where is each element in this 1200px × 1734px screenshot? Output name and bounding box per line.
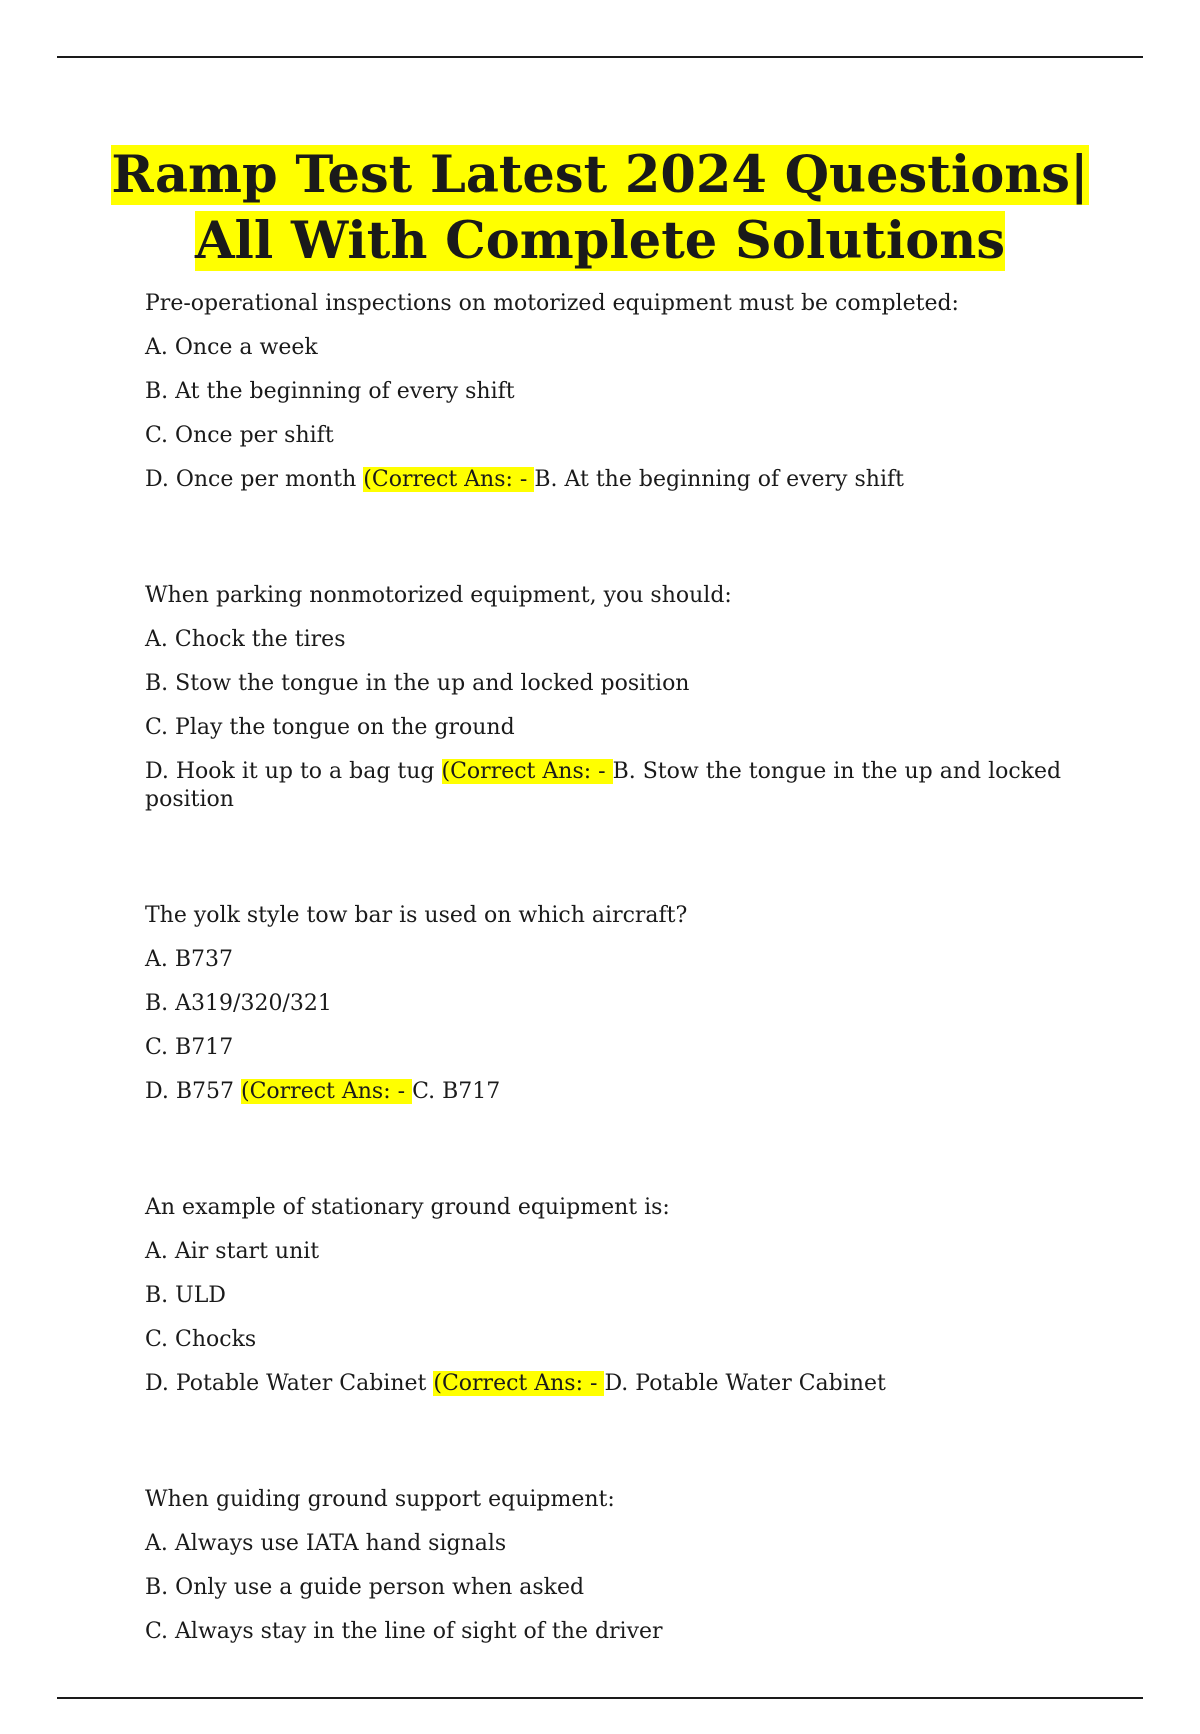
option-b: B. Only use a guide person when asked (145, 1575, 585, 1600)
question-prompt: When guiding ground support equipment: (145, 1487, 615, 1512)
correct-answer-text: C. B717 (412, 1079, 501, 1104)
correct-answer-text: B. Stow the tongue in the up and locked position (145, 759, 1062, 812)
correct-answer-label: (Correct Ans: - (241, 1079, 413, 1104)
title-line-2: All With Complete Solutions (194, 211, 1006, 271)
option-a: A. Air start unit (145, 1239, 320, 1264)
option-a: A. Chock the tires (145, 627, 346, 652)
question-block (145, 902, 1075, 1106)
option-a: A. Once a week (145, 335, 318, 360)
option-b: B. At the beginning of every shift (145, 379, 515, 404)
option-d-with-answer (145, 466, 1075, 494)
option-b: B. Stow the tongue in the up and locked position (145, 671, 690, 696)
option-d: D. B757 (145, 1079, 241, 1104)
question-block (145, 1486, 1075, 1646)
option-a: A. Always use IATA hand signals (145, 1531, 507, 1556)
option-d-with-answer (145, 758, 1075, 814)
correct-answer-label: (Correct Ans: - (363, 467, 535, 492)
option-c: C. Always stay in the line of sight of the driver (145, 1619, 663, 1644)
option-d: D. Hook it up to a bag tug (145, 759, 442, 784)
option-a: A. B737 (145, 947, 234, 972)
question-block (145, 582, 1075, 814)
option-c: C. B717 (145, 1035, 234, 1060)
option-b: B. A319/320/321 (145, 991, 332, 1016)
question-prompt: The yolk style tow bar is used on which aircraft? (145, 903, 688, 928)
option-c: C. Chocks (145, 1327, 257, 1352)
option-d: D. Once per month (145, 467, 364, 492)
option-b: B. ULD (145, 1283, 226, 1308)
question-prompt: Pre-operational inspections on motorized equipment must be completed: (145, 291, 959, 316)
top-rule (57, 56, 1143, 58)
correct-answer-text: D. Potable Water Cabinet (604, 1371, 886, 1396)
question-list (145, 290, 1075, 1734)
title-line-1: Ramp Test Latest 2024 Questions| (111, 145, 1089, 205)
correct-answer-text: B. At the beginning of every shift (534, 467, 904, 492)
question-prompt: When parking nonmotorized equipment, you should: (145, 583, 732, 608)
option-c: C. Play the tongue on the ground (145, 715, 515, 740)
option-d-with-answer (145, 1370, 1075, 1398)
option-d-with-answer (145, 1078, 1075, 1106)
question-prompt: An example of stationary ground equipment is: (145, 1195, 670, 1220)
question-block (145, 1194, 1075, 1398)
question-block (145, 290, 1075, 494)
bottom-rule (57, 1697, 1143, 1699)
correct-answer-label: (Correct Ans: - (433, 1371, 605, 1396)
correct-answer-label: (Correct Ans: - (441, 759, 613, 784)
option-d: D. Potable Water Cabinet (145, 1371, 434, 1396)
document-title (0, 142, 1200, 274)
option-c: C. Once per shift (145, 423, 334, 448)
